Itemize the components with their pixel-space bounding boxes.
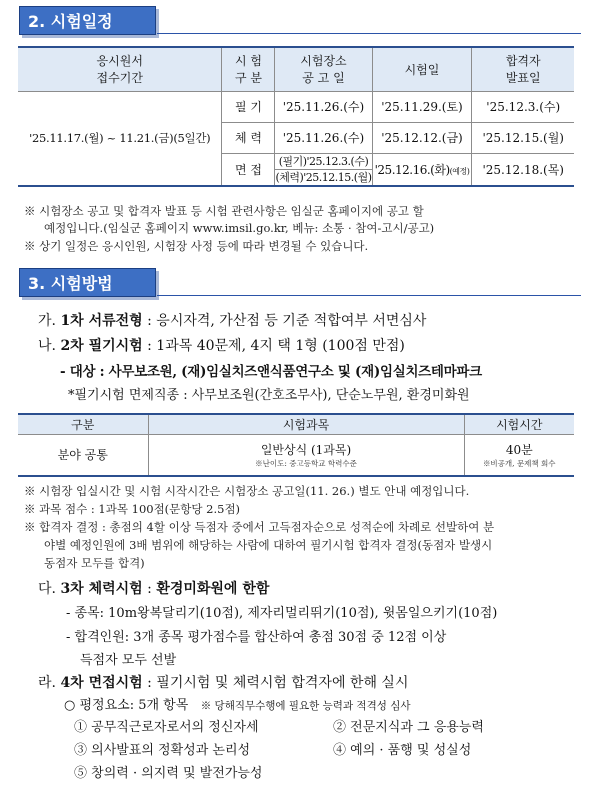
schedule-note-1-cont: 예정입니다.(임실군 홈페이지 www.imsil.go.kr, 베뉴: 소통 · 참여-고시/공고): [44, 221, 435, 235]
table-row: 면 접 (필기)'25.12.3.(수) (체력)'25.12.15.(월) '25.12.16.(화)(예정) '25.12.18.(목): [18, 153, 574, 186]
written-note-3-cont1: 야별 예정인원에 3배 범위에 해당하는 사람에 대하여 필기시험 합격자 결정(동점자 발생시: [44, 538, 493, 552]
criterion-5: ⑤ 창의력 · 의지력 및 발전가능성: [74, 766, 263, 781]
written-note-1: ※ 시험장 입실시간 및 시험 시작시간은 시험장소 공고일(11. 26.) 별도 안내 예정입니다.: [24, 484, 470, 498]
written-exam-table: 구분 시험과목 시험시간 분야 공통 일반상식 (1과목) ※난이도: 중고등학교 학력수준 40분 ※비공개, 문제책 회수: [18, 413, 574, 477]
table-row: '25.11.17.(월) ~ 11.21.(금)(5일간) 필 기 '25.11.26.(수) '25.11.29.(토) '25.12.3.(수): [18, 91, 574, 122]
header-subject: 시 험 구 분: [222, 47, 275, 91]
step-da: 다. 3차 체력시험 : 환경미화원에 한함: [38, 581, 270, 597]
exempt-jobs: *필기시험 면제직종 : 사무보조원(간호조무사), 단순노무원, 환경미화원: [68, 388, 470, 403]
schedule-note-1: ※ 시험장소 공고 및 합격자 발표 등 시험 관련사항은 임실군 홈페이지에 공고 할: [24, 204, 424, 218]
header-result-date: 합격자 발표일: [472, 47, 574, 91]
schedule-table: [18, 46, 574, 187]
physical-items: - 종목: 10m왕복달리기(10점), 제자리멀리뛰기(10점), 윗몸일으키기(10점): [66, 606, 498, 621]
header-exam-date: 시험일: [372, 47, 472, 91]
written-target: - 대상 : 사무보조원, (재)임실치즈앤식품연구소 및 (재)임실치즈테마파크: [60, 364, 482, 380]
physical-pass-cont: 득점자 모두 선발: [80, 653, 177, 668]
header-venue-notice: 시험장소 공 고 일: [275, 47, 372, 91]
eval-elements: ○ 평정요소: 5개 항목 ※ 당해직무수행에 필요한 능력과 적격성 심사: [64, 698, 411, 713]
written-note-3-cont2: 동점자 모두를 합격): [44, 556, 145, 570]
written-note-3: ※ 합격자 결정 : 총점의 4할 이상 득점자 중에서 고득점자순으로 성적순에 차례로 선발하여 분: [24, 520, 495, 534]
step-ga: 가. 1차 서류전형 : 응시자격, 가산점 등 기준 적합여부 서면심사: [38, 313, 427, 329]
criterion-1: ① 공무직근로자로서의 정신자세: [74, 720, 259, 735]
physical-pass: - 합격인원: 3개 종목 평가점수를 합산하여 총점 30점 중 12점 이상: [66, 630, 447, 645]
written-note-2: ※ 과목 점수 : 1과목 100점(문항당 2.5점): [24, 502, 241, 516]
header-application: 응시원서 접수기간: [18, 47, 222, 91]
step-ra: 라. 4차 면접시험 : 필기시험 및 체력시험 합격자에 한해 실시: [38, 675, 409, 691]
section-3-header: [19, 268, 156, 297]
schedule-note-2: ※ 상기 일정은 응시인원, 시험장 사정 등에 따라 변경될 수 있습니다.: [24, 239, 369, 253]
criterion-4: ④ 예의 · 품행 및 성실성: [333, 743, 472, 758]
section-2-rule: [157, 33, 581, 34]
table-row: 분야 공통 일반상식 (1과목) ※난이도: 중고등학교 학력수준 40분 ※비공개, 문제책 회수: [18, 434, 574, 476]
section-3-title: 3. 시험방법: [28, 274, 113, 293]
section-2-header: [19, 6, 156, 35]
section-3-rule: [157, 295, 581, 296]
step-na: 나. 2차 필기시험 : 1과목 40문제, 4지 택 1형 (100점 만점): [38, 338, 405, 354]
table-row: 체 력 '25.11.26.(수) '25.12.12.(금) '25.12.15.(월): [18, 122, 574, 153]
criterion-3: ③ 의사발표의 정확성과 논리성: [74, 743, 251, 758]
section-2-title: 2. 시험일정: [28, 12, 113, 31]
criterion-2: ② 전문지식과 그 응용능력: [333, 720, 484, 735]
application-period: '25.11.17.(월) ~ 11.21.(금)(5일간): [18, 91, 222, 186]
